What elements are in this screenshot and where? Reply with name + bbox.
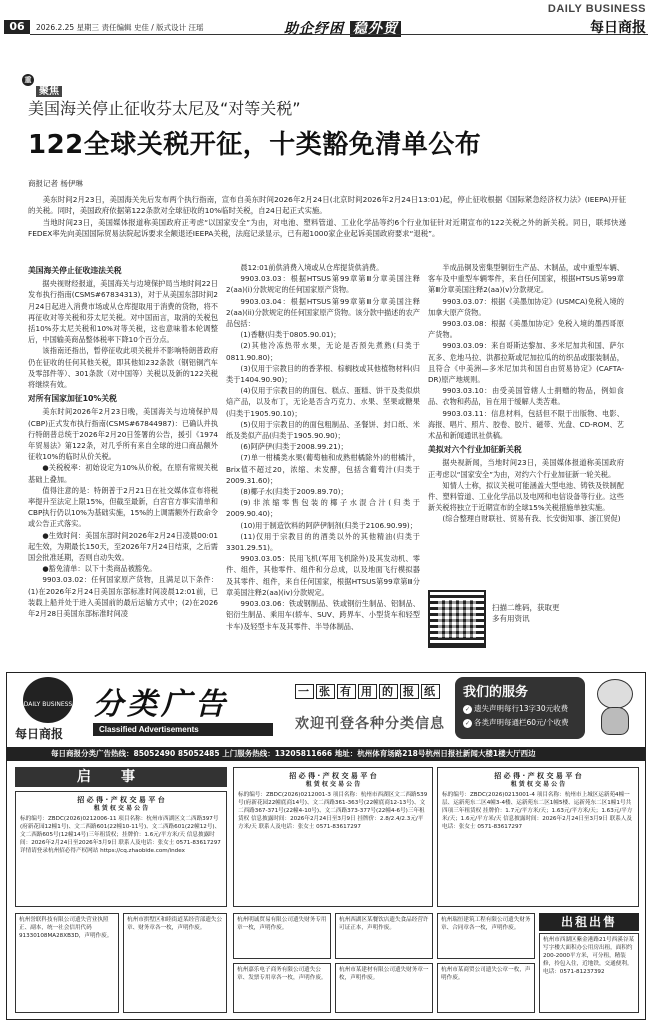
section-heading: 美拟对六个行业加征新关税 [428, 445, 522, 455]
slogan-part-b: 稳外贸 [350, 21, 401, 37]
slogan-part-a: 助企纾困 [284, 21, 344, 37]
body-paragraph: 晨12:01前供消费入境或从仓库提货供消费。 [240, 263, 384, 272]
service-item [463, 717, 577, 728]
qr-caption: 扫描二维码，获取更多有用资讯 [492, 603, 560, 623]
focus-mark: 重点 [22, 74, 34, 86]
header-slogan [284, 18, 401, 38]
check-icon: ✓ [464, 720, 471, 727]
small-ad: 杭州嘉乐电子商务有限公司遗失公章、发票专用章各一枚，声明作废。 [233, 963, 331, 1013]
slogan-char: 用 [358, 684, 377, 699]
notice-header: 启事 [15, 767, 227, 787]
notice-title: 招 必 得 · 产 权 交 易 平 台 [77, 796, 165, 804]
notice-title: 招 必 得 · 产 权 交 易 平 台 [494, 772, 582, 780]
newspaper-logo [13, 675, 83, 745]
notice-body: 标的编号：ZBDC(2026)0212006-11 项目名称：杭州市西湖区文二西路397号(府新花园12幢1号)、文二西路601(22幢10-11号)、文二西路601(22幢12号)、文二西路605号(12幢14号)三年租赁权；挂牌价：1.6元/平方米/天 信息披露时间：2026年2月24日至2026年3月9日 联系人及电话：张女士 0571-83617297 详情请登录杭州招必得产权网站 https://cq.zhaobide.com/index [20, 816, 221, 854]
body-paragraph: 美东时间2026年2月23日晚，美国海关与边境保护局(CBP)正式发布执行指南(CSMS#67844987)：已确认并执行特朗普总统于2026年2月20日签署的公告，援引《1974年贸易法》第122条，对几乎所有来自全球的进口商品额外征收10%的临时从价关税。 [28, 407, 218, 462]
section-label [22, 74, 62, 97]
page-number: 06 [4, 20, 30, 34]
body-paragraph: 9903.03.08：根据《美墨加协定》免税入境的墨西哥原产货物。 [428, 319, 624, 340]
body-paragraph: (8)椰子水(归类于2009.89.70)； [240, 487, 348, 497]
slogan-char: 纸 [421, 684, 440, 699]
body-paragraph: 9903.03.03：根据HTSUS第99章第Ⅲ分章美国注释2(aa)(i)分款规定的任何国家原产货物。 [226, 274, 420, 295]
mascot-head [597, 679, 633, 709]
body-paragraph: 值得注意的是：特朗普于2月21日在社交媒体宣布将税率提升至法定上限15%，但截至最新，白宫官方事实清单和CBP执行仍以10%为基础实施，15%的上调需额外行政命令或公告正式落实。 [28, 485, 218, 529]
service-item-text: 各类声明每通栏60元/个收费 [474, 718, 569, 727]
header-rule [30, 34, 648, 35]
classified-ads-section [6, 672, 646, 1020]
body-paragraph: 半成品铜及密集型铜衍生产品、木制品，或中重型车辆、客车及中重型车辆零件，来自任何国家，根据HTSUS第99章第Ⅲ分章美国注释2(aa)(v)分款规定。 [428, 263, 624, 295]
classified-title: 分类广告 [93, 687, 229, 722]
body-paragraph: ●生效时间：美国东部时间2026年2月24日凌晨00:01起生效，为期最长150天，至2026年7月24日结束，之后需国会批准延期，否则自动失效。 [28, 530, 218, 563]
body-paragraph: 9903.03.10：由受美国管辖人士捐赠的物品，例如食品、衣物和药品，旨在用于缓解人类苦难。 [428, 386, 624, 407]
body-paragraph: (4)仅用于宗教目的的面包、糕点、蛋糕、饼干及类似烘焙产品，以及布丁，无论是否含巧克力、水果、坚果或糖果(归类于1905.90.10)； [226, 386, 420, 418]
notice-title: 招 必 得 · 产 权 交 易 平 台 [289, 772, 377, 780]
check-icon: ✓ [464, 706, 471, 713]
section-heading: 对所有国家加征10%关税 [28, 394, 117, 404]
body-paragraph: (6)阿萨伊(归类于2008.99.21)； [240, 442, 348, 452]
article-column-1 [28, 262, 218, 662]
body-paragraph: 该指南还指出，暂停征收此项关税并不影响特朗普政府仍在征收的任何其他关税，即其他如232条款（钢铝铜汽车及零部件等）、301条款（对中国等）关税以及新的122关税将继续有效。 [28, 346, 218, 390]
body-paragraph: (5)仅用于宗教目的的面包粗制品、圣餐饼、封口纸、米纸及类似产品(归类于1905.90.90)； [226, 419, 420, 441]
mascot-illustration [591, 677, 639, 739]
article-subhead: 美国海关停止征收芬太尼及“对等关税” [28, 99, 301, 118]
notice-body: 标的编号：ZBDC(2026)0212001-3 项目名称：杭州市西湖区文二西路539号(府新花园22幢底商14号)、文二西路361-363号(22幢底商12-13号)、文二西路367-371号(22幢4-10号)、文二西路373-377号(22幢4-6号)三年租赁权 信息披露时间：2026年2月24日至3月9日 挂牌价：2.8/2.4/2.3元/平方米/天 联系人及电话：张女士 0571-83617297 [238, 792, 428, 830]
classified-title-english: Classified Advertisements [93, 723, 273, 736]
body-paragraph: 9903.03.09：来自哥斯达黎加、多米尼加共和国、萨尔瓦多、危地马拉、洪都拉斯或尼加拉瓜的纺织品或服装制品，且符合《中美洲—多米尼加共和国自由贸易协定》(CAFTA-DR)原产地规则。 [428, 341, 624, 385]
section-heading: 美国海关停止征收违法关税 [28, 266, 122, 275]
service-box [455, 677, 585, 739]
slogan-characters [295, 683, 442, 699]
body-paragraph: (10)用于制造饮料的阿萨伊制剂(归类于2106.90.99)； [240, 520, 417, 530]
slogan-char: 张 [316, 684, 335, 699]
body-paragraph: (综合整理自财联社、贸易有我、长安街知事、浙江贸促) [442, 514, 621, 524]
slogan-char: 的 [379, 684, 398, 699]
small-ad: 杭州市拱墅区和睦街道某经营部遗失公章、财务章各一枚，声明作废。 [123, 913, 227, 1013]
slogan-char: 有 [337, 684, 356, 699]
ad-banner [7, 673, 645, 743]
lease-notice [233, 767, 433, 907]
ad-hotline-bar: 每日商报分类广告热线：85052490 85052485 上门服务热线：13205811666 地址：杭州体育场路218号杭州日报社新闻大楼1楼大厅西边 [7, 747, 645, 761]
ad-welcome-text: 欢迎刊登各种分类信息 [295, 716, 445, 732]
slogan-char: 一 [295, 684, 314, 699]
body-paragraph: (3)仅用于宗教目的的香茅根、棕榈枝或其他植物材料(归类于1404.90.90)； [226, 363, 420, 385]
lease-notice [15, 791, 227, 907]
body-paragraph: 据央视财经报道，美国海关与边境保护局当地时间22日发布执行指南(CSMS#67834313)，对于从美国东部时间2月24日起进入消费市场或从仓库提取用于消费的货物，将不再征收对等关税和芬太尼关税。对中国而言，取消的关税包括10%芬太尼关税和10%对等关税，这也意味着本轮调整后，中国输美商品整体税率下降10个百分点。 [28, 279, 218, 345]
article-lead [28, 194, 626, 240]
small-ad: 杭州誉联科技有限公司遗失营业执照正、副本，统一社会信用代码91330108MA28XB3D，声明作废。 [15, 913, 119, 1013]
article-byline: 商报记者 杨伊琳 [28, 179, 83, 188]
body-paragraph: ●豁免清单：以下十类商品被豁免。 [42, 564, 157, 574]
rent-sale-header: 出租出售 [539, 913, 639, 931]
masthead-english: DAILY BUSINESS [547, 3, 646, 15]
article-column-2 [226, 262, 420, 662]
date-line: 2026.2.25 星期三 责任编辑 史佳 / 版式设计 汪瑶 [36, 23, 204, 32]
small-ad: 杭州市某建材有限公司遗失财务章一枚，声明作废。 [335, 963, 433, 1013]
article-headline: 122全球关税开征，十类豁免清单公布 [28, 130, 482, 160]
lead-paragraph: 当地时间23日，美国媒体报道称美国政府正考虑“以国家安全”为由，对电池、塑料管道、工业化学品等约6个行业加征针对近期宣布的122关税之外的新关税。同日，联邦快递FEDEX率先向美国国际贸易法院起诉要求全额退还IEEPA关税，法庭记录显示，已有超1000家企业起诉美国政府要求“退税”。 [28, 217, 626, 239]
notice-body: 标的编号：ZBDC(2026)0213001-4 项目名称：杭州市上城区运新苑4幢一层、运新苑东二区4幢3-4楼、运新苑东二区1幢5楼、运新苑东二区1幢1号共四项三年租赁权 挂牌价：1.7元/平方米/天；1.63元/平方米/天；1.63元/平方米/天；1.6元/平方米/天 信息披露时间：2026年2月24日至3月9日 联系人及电话：张女士 0571-83617297 [442, 792, 633, 830]
small-ad: 杭州市某商贸公司遗失公章一枚，声明作废。 [437, 963, 535, 1013]
body-paragraph: 知情人士称，拟议关税可能涵盖大型电池、铸铁及铁制配件、塑料管道、工业化学品以及电网和电信设备等行业。这些新关税将独立于近期宣布的全球15%关税措施单独实施。 [428, 480, 624, 513]
mascot-body [601, 707, 629, 735]
body-paragraph: ●关税税率：初始设定为10%从价税，在原有常规关税基础上叠加。 [28, 463, 218, 484]
slogan-char: 报 [400, 684, 419, 699]
qr-code[interactable] [428, 590, 486, 648]
logo-emblem: DAILY BUSINESS [23, 677, 73, 723]
small-ad: 杭州明诚贸易有限公司遗失财务专用章一枚，声明作废。 [233, 913, 331, 959]
body-paragraph: 9903.03.07：根据《美墨加协定》(USMCA)免税入境的加拿大原产货物。 [428, 296, 624, 317]
body-paragraph: (2)其他冷冻热带水果，无论是否预先煮熟(归类于0811.90.80)； [226, 341, 420, 362]
notice-subtitle: 租 赁 权 交 易 公 告 [93, 805, 149, 812]
body-paragraph: (7)单一柑橘类水果(葡萄柚和成熟柑橘除外)的柑橘汁，Brix值不超过20，浓缩、未发酵，包括含葡萄汁(归类于2009.31.60)； [226, 453, 420, 485]
small-ad: 杭州瑞恒建筑工程有限公司遗失财务章、合同章各一枚，声明作废。 [437, 913, 535, 959]
rent-sale-ad: 杭州市西湖区紫金港路21号西溪谷某写字楼大面积办公用房出租，面积约200-2000平方米，可分租，精装修，拎包入住，近地铁，交通便利。电话：0571-81237392 [539, 933, 639, 1013]
lead-paragraph: 美东时间2月23日，美国海关先后发布两个执行指南，宣布自美东时间2026年2月24日(北京时间2026年2月24日13:01)起，停止征收根据《国际紧急经济权力法》(IEEPA)开征的关税。同时，美国政府依据第122条款对全球征收的10%临时关税，自24日起正式实施。 [28, 195, 626, 216]
service-title: 我们的服务 [463, 685, 529, 700]
masthead-chinese: 每日商报 [590, 20, 646, 36]
service-item-text: 遗失声明每行13字30元收费 [474, 704, 569, 713]
body-paragraph: (9)非浓缩零售包装的椰子水混合汁(归类于2009.90.40)； [226, 498, 420, 519]
body-paragraph: (1)香糖(归类于0805.90.01)； [240, 330, 341, 340]
notice-subtitle: 租 赁 权 交 易 公 告 [510, 781, 566, 788]
body-paragraph: 9903.03.05：民用飞机(军用飞机除外)及其发动机、零件、组件，其他零件、组件和分总成，以及地面飞行模拟器及其零件、组件，来自任何国家，根据HTSUS第99章第Ⅲ分章美国注释2(aa)(iv)分款规定。 [226, 554, 420, 597]
body-paragraph: 9903.03.02：任何国家原产货物，且满足以下条件：(1)在2026年2月24日美国东部标准时间凌晨12:01前，已装载上船并处于进入美国前的最后运输方式中；(2)在2026年2月28日美国东部标准时间凌 [28, 575, 218, 619]
service-item [463, 703, 577, 714]
lease-notice [437, 767, 639, 907]
focus-label: 聚焦 [36, 86, 62, 97]
body-paragraph: 9903.03.11：信息材料，包括但不限于出版物、电影、海报、唱片、照片、胶卷、胶片、磁带、光盘、CD-ROM、艺术品和新闻通讯社供稿。 [428, 408, 624, 441]
body-paragraph: (11)仅用于宗教目的的酒类以外的其他精油(归类于3301.29.51)。 [226, 531, 420, 553]
article-column-3 [428, 262, 624, 592]
page-header [0, 0, 652, 44]
body-paragraph: 据央视新闻，当地时间23日，美国媒体报道称美国政府正考虑以“国家安全”为由，对约六个行业加征新一轮关税。 [428, 458, 624, 479]
small-ad: 杭州西湖区某餐饮店遗失食品经营许可证正本，声明作废。 [335, 913, 433, 959]
body-paragraph: 9903.03.04：根据HTSUS第99章第Ⅲ分章美国注释2(aa)(ii)分款规定的任何国家原产货物。该分款中描述的农产品包括： [226, 296, 420, 329]
logo-name: 每日商报 [15, 727, 64, 741]
body-paragraph: 9903.03.06：铁或钢制品、铁或钢衍生制品、铝制品、铝衍生制品、乘用车(轿车、SUV、跨界车、小型货车和轻型卡车)及轻型卡车及其零件、半导体制品、 [226, 599, 420, 631]
notice-subtitle: 租 赁 权 交 易 公 告 [305, 781, 361, 788]
